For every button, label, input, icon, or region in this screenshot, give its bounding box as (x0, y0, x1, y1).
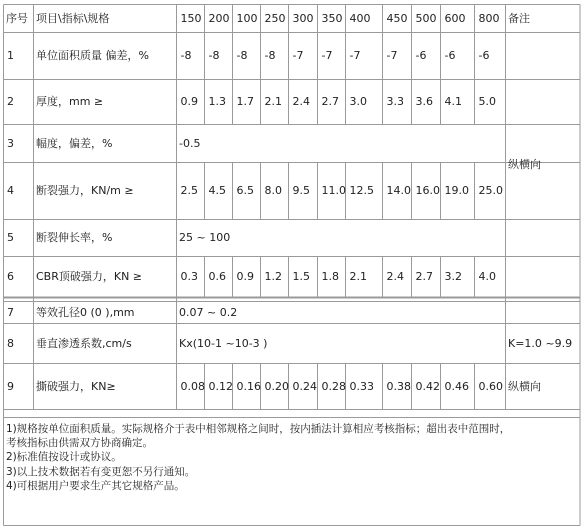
row-value: -8 (264, 49, 276, 62)
header-remark: 备注 (508, 11, 530, 25)
row-value: 0.46 (444, 379, 469, 393)
row-value: 3.3 (386, 95, 404, 108)
header-spec: 500 (415, 11, 437, 25)
row-seq: 5 (7, 231, 14, 244)
row-value: -6 (478, 49, 490, 62)
merged-remark: 纵横向 (508, 158, 541, 171)
row-value: 0.6 (208, 270, 226, 283)
header-spec: 450 (386, 11, 408, 25)
row-value: -6 (415, 49, 427, 62)
row-seq: 7 (7, 305, 14, 319)
row-remark: 纵横向 (508, 379, 541, 393)
row-value: 0.3 (180, 270, 198, 283)
notes-section (6, 422, 580, 493)
row-item: 垂直渗透系数,cm/s (36, 336, 132, 350)
row-seq: 4 (7, 184, 14, 197)
row-span-value: Kx(10-1 ~10-3 ) (179, 336, 268, 350)
row-item: 单位面积质量 偏差，% (36, 49, 149, 62)
row-seq: 1 (7, 49, 14, 62)
row-value: -8 (208, 49, 220, 62)
row-value: 0.20 (264, 379, 289, 393)
row-seq: 2 (7, 95, 14, 108)
row-value: -8 (180, 49, 192, 62)
header-item: 项目\指标\规格 (36, 11, 110, 25)
row-seq: 6 (7, 270, 14, 283)
row-value: 0.33 (349, 379, 374, 393)
row-seq: 9 (7, 379, 14, 393)
header-spec: 400 (349, 11, 371, 25)
header-spec: 300 (292, 11, 314, 25)
row-span-value: 25 ~ 100 (179, 231, 231, 244)
row-seq: 8 (7, 336, 14, 350)
row-value: 8.0 (264, 184, 282, 197)
row-value: 2.7 (415, 270, 433, 283)
row-value: 1.5 (292, 270, 310, 283)
row-value: 2.1 (349, 270, 367, 283)
row-value: 1.7 (236, 95, 254, 108)
note-line: 2)标准值按设计或协议。 (6, 451, 122, 464)
row-value: 0.60 (478, 379, 503, 393)
header-seq: 序号 (6, 11, 28, 25)
row-value: 19.0 (444, 184, 469, 197)
row-value: -6 (444, 49, 456, 62)
row-value: 0.12 (208, 379, 233, 393)
row-value: 12.5 (349, 184, 374, 197)
row-value: -7 (321, 49, 333, 62)
row-item: 幅度，偏差，% (36, 136, 113, 150)
row-span-value: -0.5 (179, 136, 201, 150)
row-value: 4.1 (444, 95, 462, 108)
row-value: 1.2 (264, 270, 282, 283)
row-value: 4.0 (478, 270, 496, 283)
row-item: 断裂伸长率，% (36, 231, 113, 244)
row-value: -8 (236, 49, 248, 62)
row-value: 0.24 (292, 379, 317, 393)
row-value: -7 (386, 49, 398, 62)
row-value: 0.9 (180, 95, 198, 108)
note-line: 考核指标由供需双方协商确定。 (6, 437, 153, 450)
row-value: 0.16 (236, 379, 261, 393)
row-value: 1.8 (321, 270, 339, 283)
header-spec: 150 (180, 11, 202, 25)
row-value: 14.0 (386, 184, 411, 197)
header-spec: 350 (321, 11, 343, 25)
spec-table (3, 4, 581, 526)
row-value: 9.5 (292, 184, 310, 197)
row-value: 2.1 (264, 95, 282, 108)
row-value: -7 (349, 49, 361, 62)
header-spec: 200 (208, 11, 230, 25)
row-value: 5.0 (478, 95, 496, 108)
row-value: 11.0 (321, 184, 346, 197)
row-value: 3.6 (415, 95, 433, 108)
note-line: 3)以上技术数据若有变更恕不另行通知。 (6, 465, 196, 478)
header-spec: 250 (264, 11, 286, 25)
row-remark: K=1.0 ~9.9 (508, 336, 573, 350)
row-value: 0.08 (180, 379, 205, 393)
row-value: 4.5 (208, 184, 226, 197)
header-spec: 600 (444, 11, 466, 25)
row-span-value: 0.07 ~ 0.2 (179, 305, 238, 319)
row-value: 0.9 (236, 270, 254, 283)
row-value: 3.2 (444, 270, 462, 283)
header-spec: 100 (236, 11, 258, 25)
row-value: 1.3 (208, 95, 226, 108)
row-value: 0.28 (321, 379, 346, 393)
row-value: -7 (292, 49, 304, 62)
row-value: 6.5 (236, 184, 254, 197)
header-spec: 800 (478, 11, 500, 25)
row-value: 2.4 (292, 95, 310, 108)
row-item: CBR顶破强力，KN ≥ (36, 270, 143, 283)
row-value: 0.38 (386, 379, 411, 393)
row-value: 2.7 (321, 95, 339, 108)
row-item: 厚度，mm ≥ (36, 95, 104, 108)
row-item: 等效孔径0 (0 ),mm (36, 305, 135, 319)
row-value: 0.42 (415, 379, 440, 393)
row-value: 16.0 (415, 184, 440, 197)
row-value: 2.5 (180, 184, 198, 197)
row-value: 2.4 (386, 270, 404, 283)
row-value: 25.0 (478, 184, 503, 197)
row-item: 断裂强力，KN/m ≥ (36, 184, 134, 197)
note-line: 1)规格按单位面积质量。实际规格介于表中相邻规格之间时，按内插法计算相应考核指标；超出表中范围时， (6, 423, 511, 435)
row-value: 3.0 (349, 95, 367, 108)
row-seq: 3 (7, 136, 14, 150)
row-item: 撕破强力，KN≥ (36, 379, 116, 393)
note-line: 4)可根据用户要求生产其它规格产品。 (6, 479, 185, 492)
